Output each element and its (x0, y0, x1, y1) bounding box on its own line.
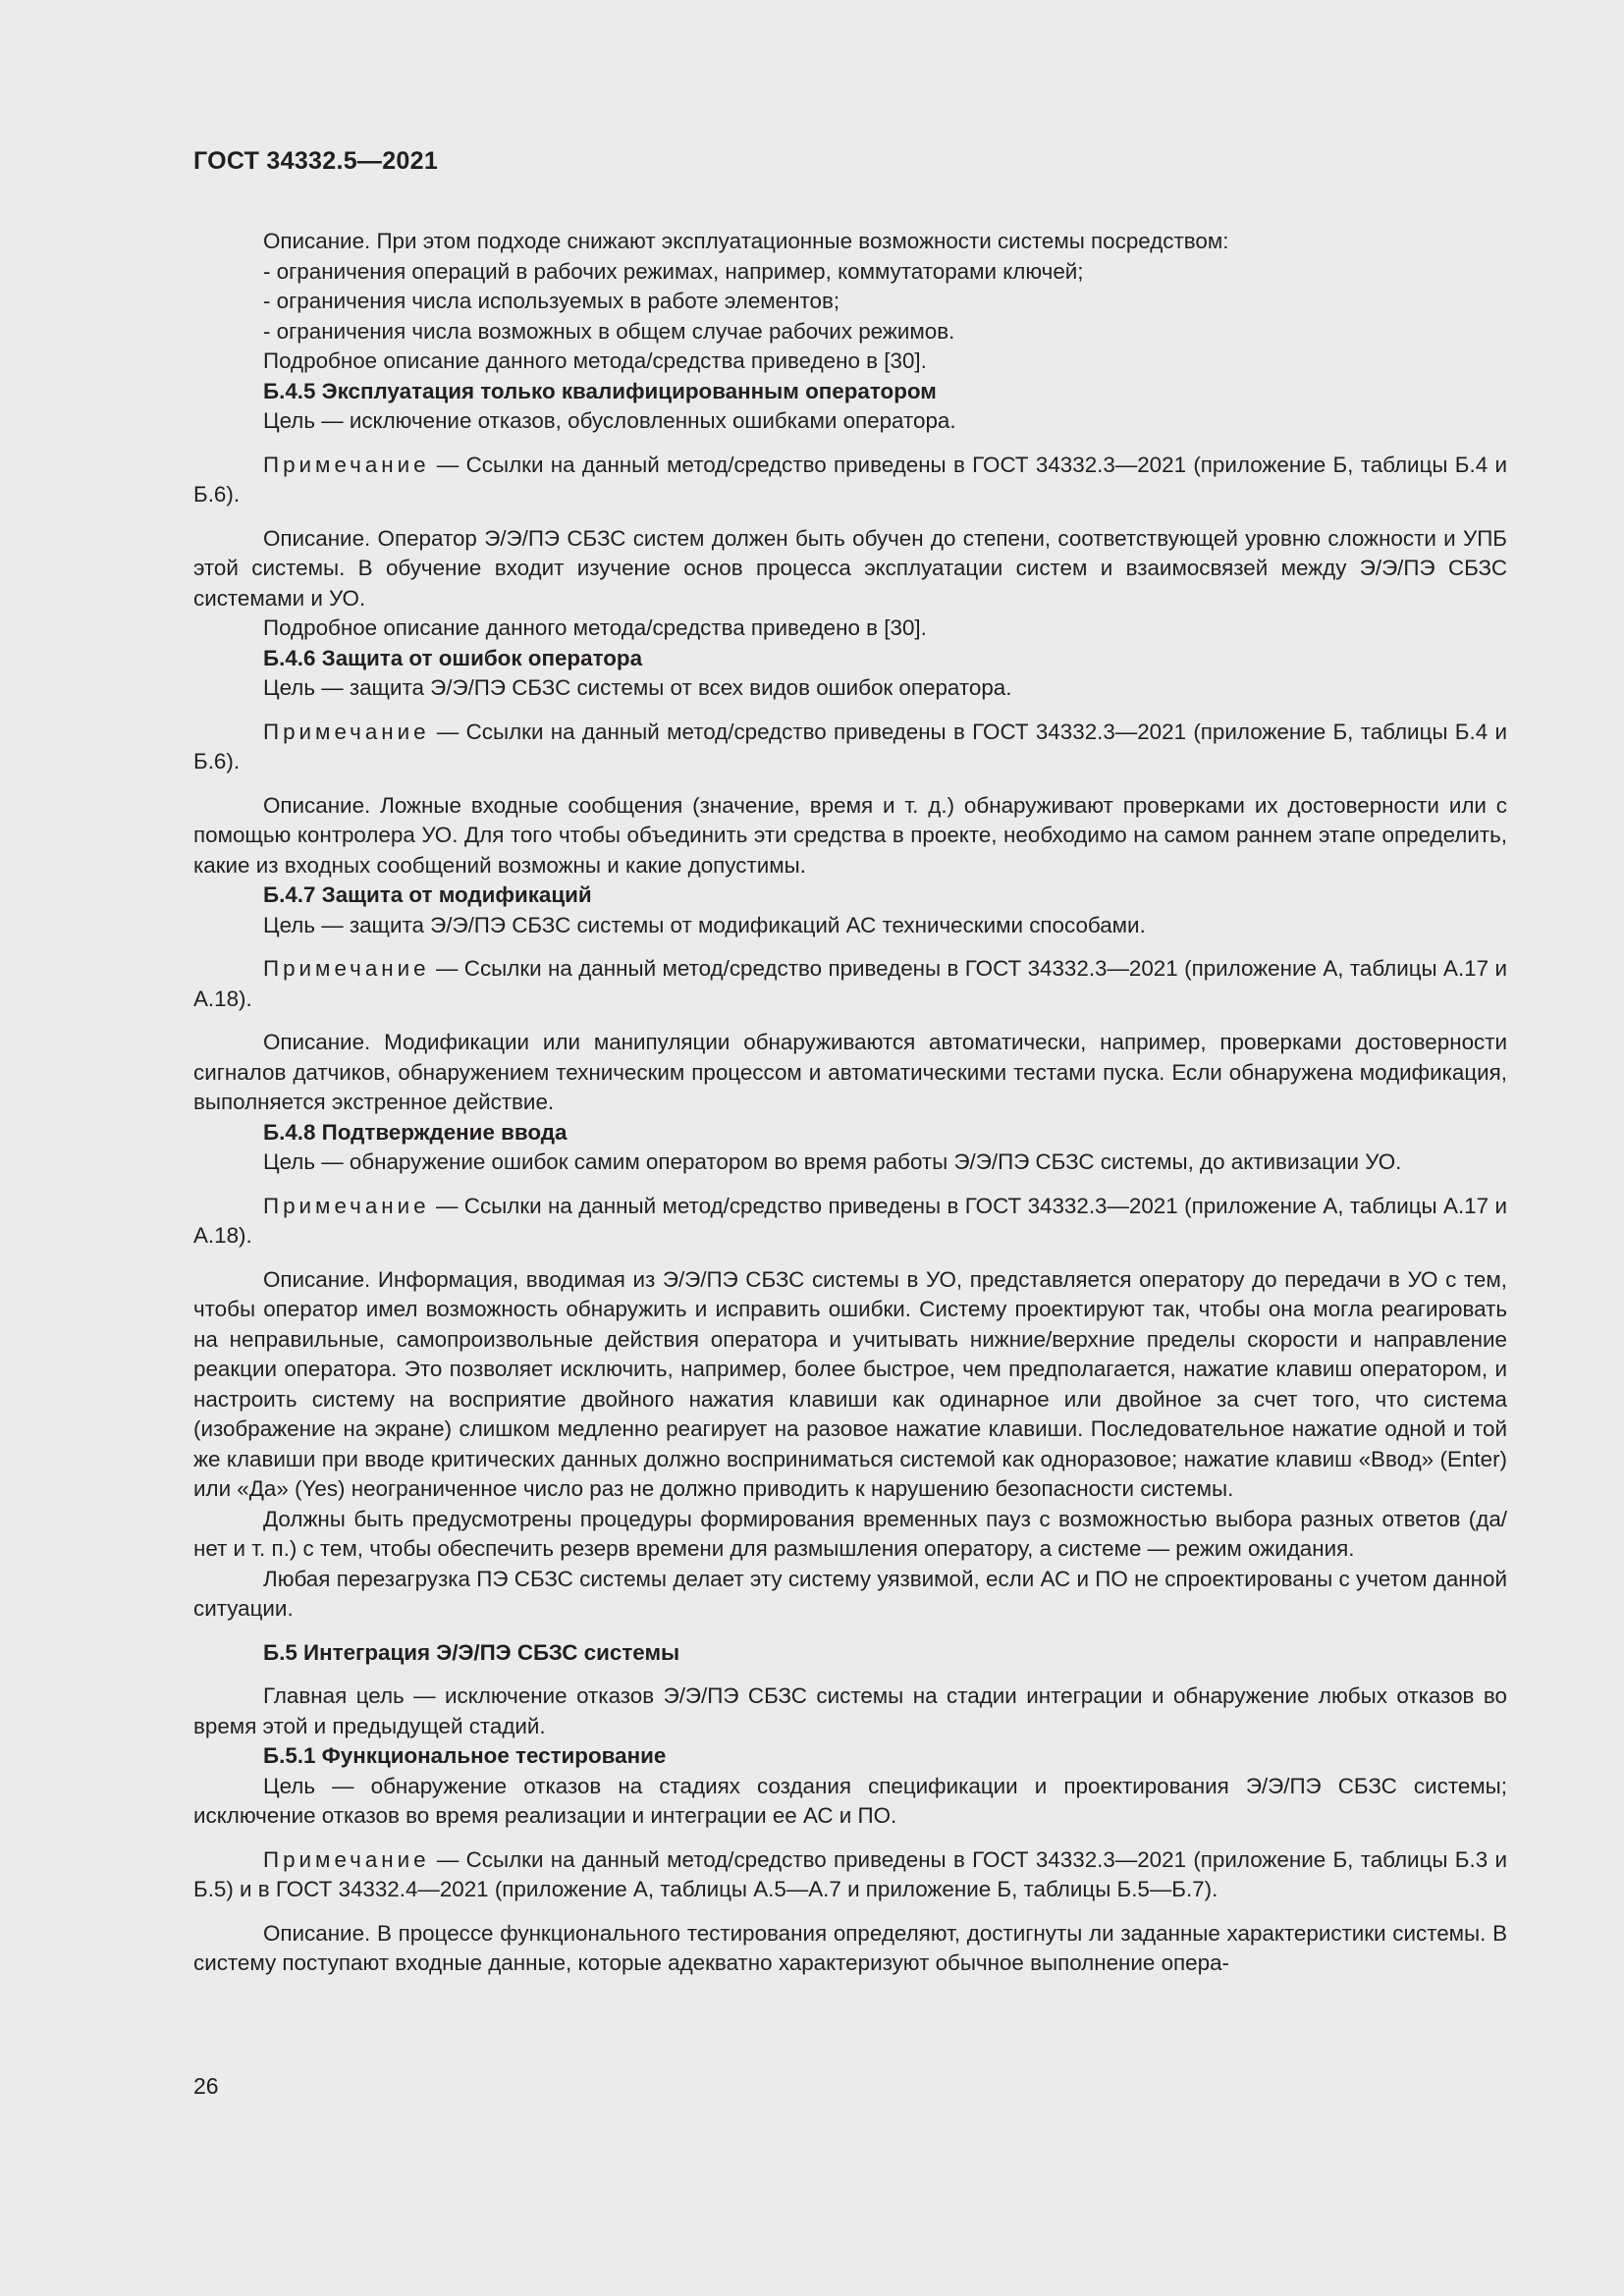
note-text: — Ссылки на данный метод/средство приведены в ГОСТ 34332.3—2021 (приложение А, таблицы А.17 и А.18). (193, 1193, 1507, 1248)
note (193, 451, 1507, 510)
paragraph: Цель — исключение отказов, обусловленных ошибками оператора. (263, 408, 956, 433)
note-text: — Ссылки на данный метод/средство приведены в ГОСТ 34332.3—2021 (приложение Б, таблицы Б.4 и Б.6). (193, 452, 1507, 507)
section-heading: Б.4.6 Защита от ошибок оператора (263, 645, 643, 670)
section-heading: Б.5 Интеграция Э/Э/ПЭ СБЗС системы (263, 1639, 680, 1665)
list-item: - ограничения числа используемых в работе элементов; (263, 289, 840, 313)
paragraph: Должны быть предусмотрены процедуры формирования временных пауз с возможностью выбора разных ответов (да/нет и т. п.) с тем, чтобы обеспечить резерв времени для размышления оператору, а системе — режим ожидания. (193, 1506, 1507, 1561)
document-body (193, 227, 1507, 1979)
paragraph: Описание. При этом подходе снижают эксплуатационные возможности системы посредством: (263, 229, 1229, 253)
page-number: 26 (193, 2073, 219, 2099)
note-label: Примечание (263, 1193, 430, 1218)
note-label: Примечание (263, 956, 430, 981)
paragraph: Описание. Ложные входные сообщения (значение, время и т. д.) обнаруживают проверками их достоверности или с помощью контролера УО. Для того чтобы объединить эти средства в проекте, необходимо на самом раннем этапе определить, какие из входных сообщений возможны и какие допустимы. (193, 792, 1507, 878)
paragraph: Подробное описание данного метода/средства приведено в [30]. (263, 615, 927, 640)
note-label: Примечание (263, 452, 430, 477)
note (193, 718, 1507, 777)
note-label: Примечание (263, 1846, 430, 1872)
note-text: — Ссылки на данный метод/средство приведены в ГОСТ 34332.3—2021 (приложение Б, таблицы Б.3 и Б.5) и в ГОСТ 34332.4—2021 (приложение А, таблицы А.5—А.7 и приложение Б, таблицы Б.5—Б.7). (193, 1846, 1507, 1901)
note-text: — Ссылки на данный метод/средство приведены в ГОСТ 34332.3—2021 (приложение Б, таблицы Б.4 и Б.6). (193, 719, 1507, 774)
paragraph: Подробное описание данного метода/средства приведено в [30]. (263, 348, 927, 373)
section-heading: Б.4.8 Подтверждение ввода (263, 1119, 568, 1145)
paragraph: Цель — защита Э/Э/ПЭ СБЗС системы от всех видов ошибок оператора. (263, 675, 1012, 700)
paragraph: Описание. В процессе функционального тестирования определяют, достигнуты ли заданные характеристики системы. В систему поступают входные данные, которые адекватно характеризуют обычное выполнение опера- (193, 1920, 1507, 1975)
paragraph: Цель — обнаружение отказов на стадиях создания спецификации и проектирования Э/Э/ПЭ СБЗС системы; исключение отказов во время реализации и интеграции ее АС и ПО. (193, 1773, 1507, 1828)
section-heading: Б.5.1 Функциональное тестирование (263, 1743, 667, 1768)
paragraph: Цель — защита Э/Э/ПЭ СБЗС системы от модификаций АС техническими способами. (263, 912, 1146, 937)
paragraph: Любая перезагрузка ПЭ СБЗС системы делает эту систему уязвимой, если АС и ПО не спроектированы с учетом данной ситуации. (193, 1566, 1507, 1621)
section-heading: Б.4.5 Эксплуатация только квалифицированным оператором (263, 378, 937, 403)
paragraph: Описание. Модификации или манипуляции обнаруживаются автоматически, например, проверками достоверности сигналов датчиков, обнаружением техническим процессом и автоматическими тестами пуска. Если обнаружена модификация, выполняется экстренное действие. (193, 1030, 1507, 1114)
paragraph: Главная цель — исключение отказов Э/Э/ПЭ СБЗС системы на стадии интеграции и обнаружение любых отказов во время этой и предыдущей стадий. (193, 1683, 1507, 1738)
note-text: — Ссылки на данный метод/средство приведены в ГОСТ 34332.3—2021 (приложение А, таблицы А.17 и А.18). (193, 956, 1507, 1011)
paragraph: Описание. Оператор Э/Э/ПЭ СБЗС систем должен быть обучен до степени, соответствующей уровню сложности и УПБ этой системы. В обучение входит изучение основ процесса эксплуатации систем и взаимосвязей между Э/Э/ПЭ СБЗС системами и УО. (193, 525, 1507, 611)
paragraph: Цель — обнаружение ошибок самим оператором во время работы Э/Э/ПЭ СБЗС системы, до активизации УО. (263, 1149, 1402, 1174)
paragraph: Описание. Информация, вводимая из Э/Э/ПЭ СБЗС системы в УО, представляется оператору до передачи в УО с тем, чтобы оператор имел возможность обнаружить и исправить ошибки. Систему проектируют так, чтобы она могла реагировать на неправильные, самопроизвольные действия оператора и учитывать нижние/верхние пределы скорости и направление реакции оператора. Это позволяет исключить, например, более быстрое, чем предполагается, нажатие клавиш оператором, и настроить систему на восприятие двойного нажатия клавиши как одинарное или двойное за счет того, что система (изображение на экране) слишком медленно реагирует на разовое нажатие клавиши. Последовательное нажатие одной и той же клавиши при вводе критических данных должно восприниматься системой как одноразовое; нажатие клавиш «Ввод» (Enter) или «Да» (Yes) неограниченное число раз не должно приводить к нарушению безопасности системы. (193, 1266, 1507, 1501)
note (193, 954, 1507, 1014)
section-heading: Б.4.7 Защита от модификаций (263, 882, 592, 907)
note-label: Примечание (263, 719, 430, 744)
list-item: - ограничения числа возможных в общем случае рабочих режимов. (263, 318, 955, 344)
list-item: - ограничения операций в рабочих режимах, например, коммутаторами ключей; (263, 258, 1084, 284)
document-header: ГОСТ 34332.5—2021 (193, 147, 439, 175)
note (193, 1845, 1507, 1905)
note (193, 1192, 1507, 1252)
